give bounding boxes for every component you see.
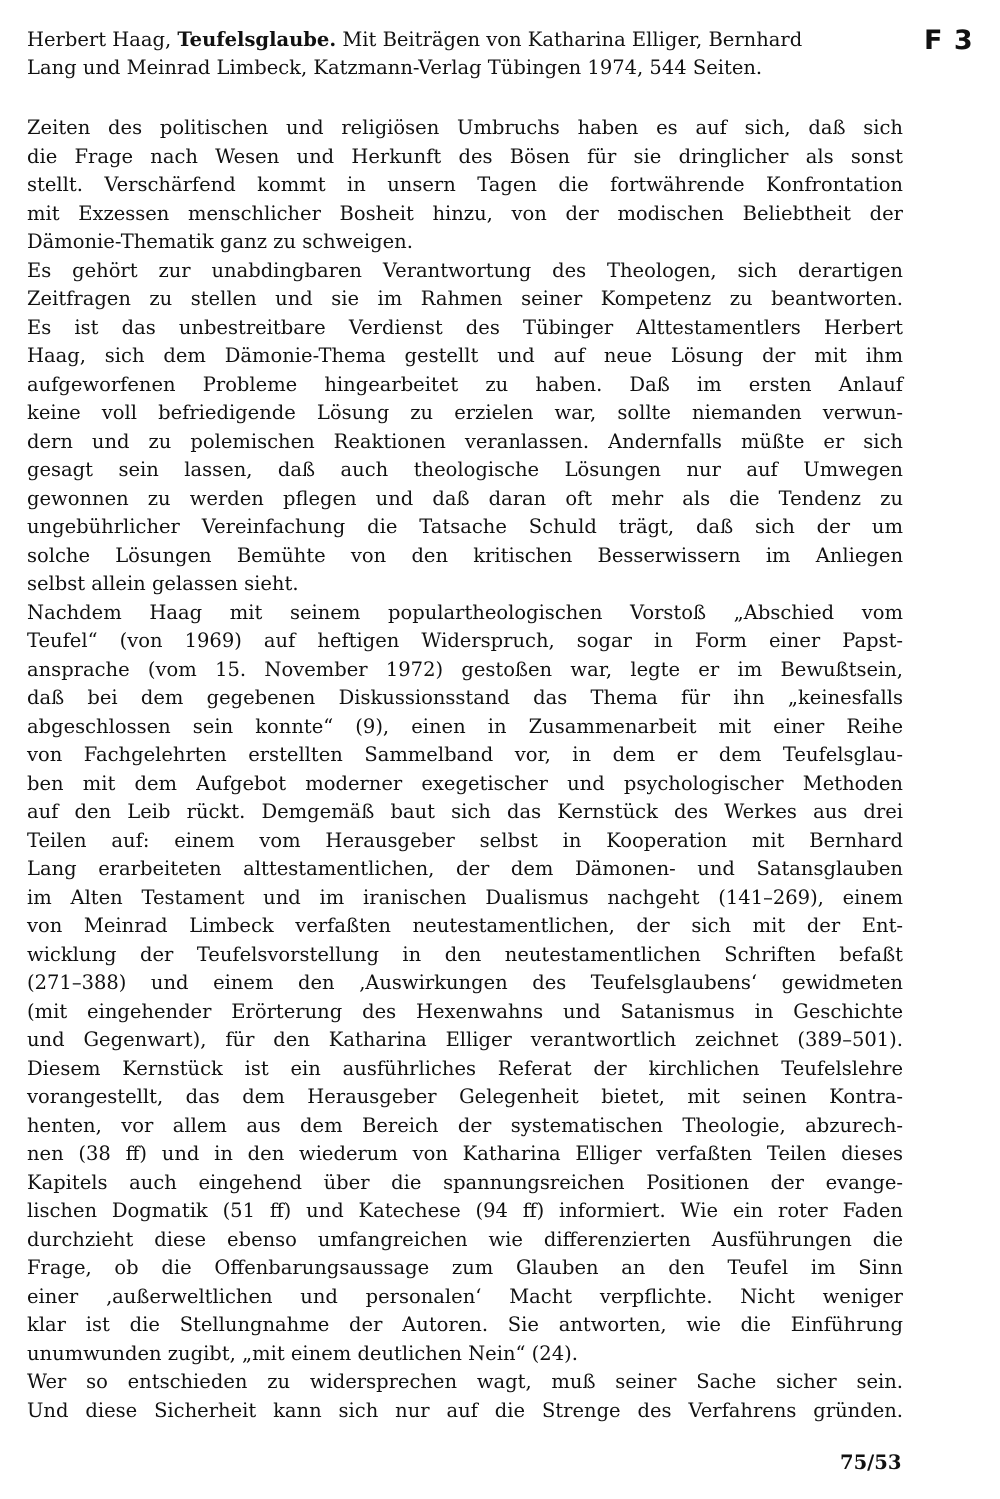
text-line: Teilen auf: einem vom Herausgeber selbst in Kooperation mit Bernhard [27, 828, 903, 852]
text-line: nen (38 ff) und in den wiederum von Katharina Elliger verfaßten Teilen dieses [27, 1142, 903, 1165]
text-line: dern und zu polemischen Reaktionen veranlassen. Andernfalls müßte er sich [27, 429, 903, 453]
text-line: Es gehört zur unabdingbaren Verantwortung des Theologen, sich derartigen [27, 258, 903, 282]
text-line: die Frage nach Wesen und Herkunft des Bösen für sie dringlicher als sonst [27, 144, 903, 168]
text-line: einer ‚außerweltlichen und personalen‘ Macht verpflichte. Nicht weniger [27, 1284, 903, 1308]
text-line: Diesem Kernstück ist ein ausführliches Referat der kirchlichen Teufelslehre [27, 1056, 903, 1080]
text-line: abgeschlossen sein konnte“ (9), einen in Zusammenarbeit mit einer Reihe [27, 714, 903, 738]
text-line: Zeiten des politischen und religiösen Umbruchs haben es auf sich, daß sich [27, 116, 903, 139]
text-line: Nachdem Haag mit seinem populartheologischen Vorstoß „Abschied vom [27, 600, 903, 624]
text-line: stellt. Verschärfend kommt in unsern Tagen die fortwährende Konfrontation [27, 173, 903, 196]
text-line: Und diese Sicherheit kann sich nur auf die Strenge des Verfahrens gründen. [27, 1398, 903, 1422]
text-line: Teufel“ (von 1969) auf heftigen Widerspruch, sogar in Form einer Papst- [27, 629, 903, 652]
header-line-1-rest: Mit Beiträgen von Katharina Elliger, Bernhard [342, 28, 803, 51]
text-line: ungebührlicher Vereinfachung die Tatsache Schuld trägt, daß sich der um [27, 515, 903, 538]
text-line: selbst allein gelassen sieht. [27, 572, 299, 595]
text-line: Wer so entschieden zu widersprechen wagt, muß seiner Sache sicher sein. [27, 1370, 903, 1393]
header-line-1 [27, 26, 907, 54]
text-line: aufgeworfenen Probleme hingearbeitet zu haben. Daß im ersten Anlauf [27, 372, 903, 396]
text-line: Zeitfragen zu stellen und sie im Rahmen seiner Kompetenz zu beantworten. [27, 287, 903, 310]
text-line: wicklung der Teufelsvorstellung in den neutestamentlichen Schriften befaßt [27, 942, 903, 966]
text-line: ben mit dem Aufgebot moderner exegetischer und psychologischer Methoden [27, 771, 903, 795]
text-line: klar ist die Stellungnahme der Autoren. Sie antworten, wie die Einführung [27, 1313, 903, 1336]
review-body-text [27, 114, 903, 1425]
text-line: Kapitels auch eingehend über die spannungsreichen Positionen der evange- [27, 1170, 903, 1194]
text-line: auf den Leib rückt. Demgemäß baut sich das Kernstück des Werkes aus drei [27, 800, 903, 823]
text-line: keine voll befriedigende Lösung zu erzielen war, sollte niemanden verwun- [27, 401, 903, 424]
text-line: (mit eingehender Erörterung des Hexenwahns und Satanismus in Geschichte [27, 999, 903, 1023]
text-line: unumwunden zugibt, „mit einem deutlichen Nein“ (24). [27, 1341, 578, 1365]
text-line: durchzieht diese ebenso umfangreichen wie differenzierten Ausführungen die [27, 1227, 903, 1251]
text-line: Haag, sich dem Dämonie-Thema gestellt und auf neue Lösung der mit ihm [27, 344, 903, 367]
header-author: Herbert Haag, [27, 28, 172, 51]
text-line: daß bei dem gegebenen Diskussionsstand das Thema für ihn „keinesfalls [27, 686, 903, 709]
text-line: im Alten Testament und im iranischen Dualismus nachgeht (141–269), einem [27, 885, 903, 909]
text-line: Dämonie-Thematik ganz zu schweigen. [27, 230, 413, 253]
text-line: solche Lösungen Bemühte von den kritischen Besserwissern im Anliegen [27, 543, 903, 567]
text-line: (271–388) und einem den ‚Auswirkungen des Teufelsglaubens‘ gewidmeten [27, 971, 903, 994]
text-line: von Fachgelehrten erstellten Sammelband vor, in dem er dem Teufelsglau- [27, 743, 903, 766]
bibliographic-header [27, 26, 907, 82]
section-code: F 3 [924, 25, 974, 56]
text-line: gewonnen zu werden pflegen und daß daran oft mehr als die Tendenz zu [27, 486, 903, 510]
text-line: Frage, ob die Offenbarungsaussage zum Glauben an den Teufel im Sinn [27, 1256, 903, 1279]
text-line: von Meinrad Limbeck verfaßten neutestamentlichen, der sich mit der Ent- [27, 914, 903, 937]
text-line: vorangestellt, das dem Herausgeber Gelegenheit bietet, mit seinen Kontra- [27, 1085, 903, 1108]
text-line: Lang erarbeiteten alttestamentlichen, der dem Dämonen- und Satansglauben [27, 857, 903, 880]
header-line-2: Lang und Meinrad Limbeck, Katzmann-Verlag Tübingen 1974, 544 Seiten. [27, 56, 763, 79]
text-line: henten, vor allem aus dem Bereich der systematischen Theologie, abzurech- [27, 1113, 903, 1137]
text-line: mit Exzessen menschlicher Bosheit hinzu, von der modischen Beliebtheit der [27, 201, 903, 225]
text-line: gesagt sein lassen, daß auch theologische Lösungen nur auf Umwegen [27, 458, 903, 481]
text-line: ansprache (vom 15. November 1972) gestoßen war, legte er im Bewußtsein, [27, 657, 903, 681]
page-number: 75/53 [840, 1451, 902, 1474]
text-line: und Gegenwart), für den Katharina Elliger verantwortlich zeichnet (389–501). [27, 1028, 903, 1051]
text-line: lischen Dogmatik (51 ff) und Katechese (94 ff) informiert. Wie ein roter Faden [27, 1199, 903, 1222]
header-book-title: Teufelsglaube. [177, 28, 337, 51]
text-line: Es ist das unbestreitbare Verdienst des Tübinger Alttestamentlers Herbert [27, 315, 903, 339]
